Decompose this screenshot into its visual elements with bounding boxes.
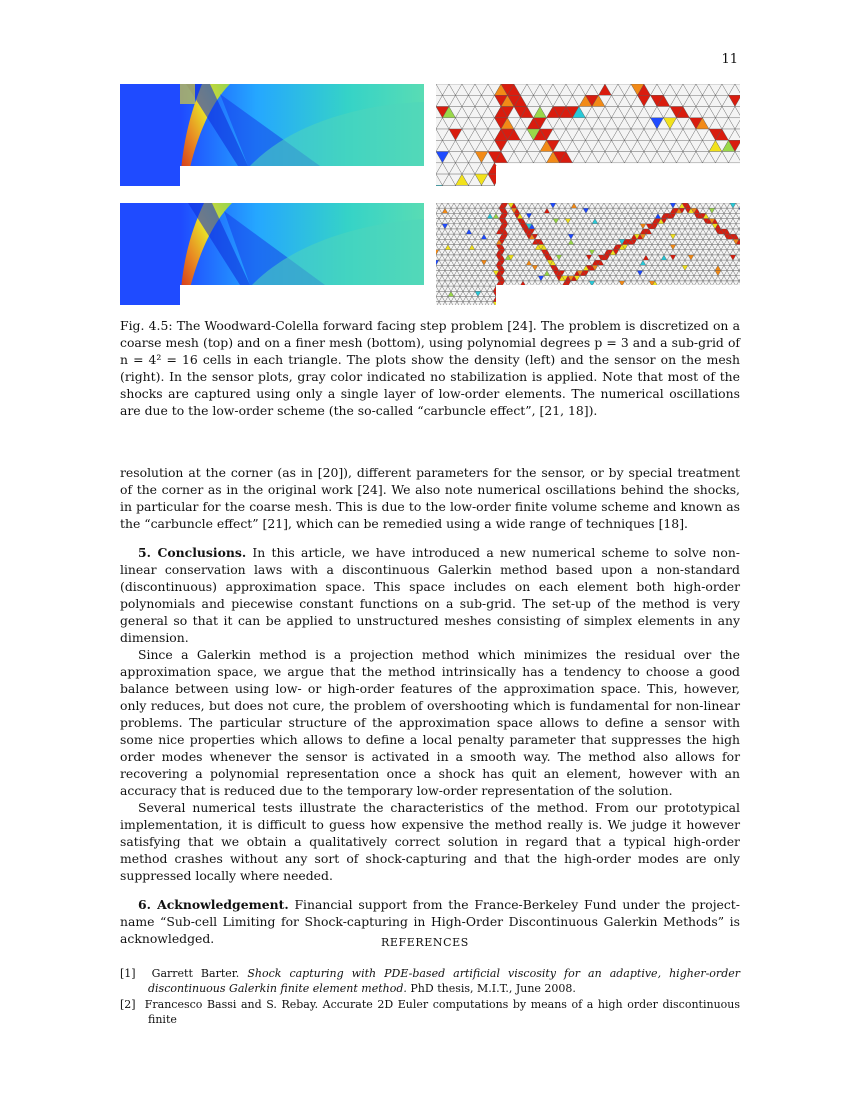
reference-number: [1] (120, 967, 136, 980)
mesh-cell (482, 185, 495, 186)
body-text (120, 464, 740, 947)
section-6-title: 6. Acknowledgement. (138, 897, 289, 912)
references-title: REFERENCES (381, 936, 469, 949)
reference-number: [2] (120, 998, 136, 1011)
mesh-cell (443, 185, 456, 186)
mesh-cell (469, 185, 482, 186)
figure-density-fine (120, 203, 424, 305)
figure-caption: Fig. 4.5: The Woodward-Colella forward facing step problem [24]. The problem is discretized on a coarse mesh (top) and on a finer mesh (bottom), using polynomial degrees p = 3 and a sub-grid of n = 4² = 16 cells in each triangle. The plots show the density (left) and the sensor on the mesh (right). In the sensor plots, gray color indicated no stabilization is applied. Note that most of the shocks are captured using only a single layer of low-order elements. The numerical oscillations are due to the low-order scheme (the so-called “carbuncle effect”, [21, 18]). (120, 318, 740, 418)
reference-item (120, 966, 740, 996)
section-5-title: 5. Conclusions. (138, 545, 247, 560)
page-number: 11 (721, 52, 738, 67)
reference-authors: Francesco Bassi and S. Rebay. (144, 998, 319, 1011)
mesh-cell (456, 185, 469, 186)
mesh-cell (436, 185, 443, 186)
figure-density-coarse (120, 84, 424, 186)
reference-item (120, 997, 740, 1027)
section-5-paragraph-3: Several numerical tests illustrate the characteristics of the method. From our prototypical implementation, it is difficult to guess how expensive the method really is. We judge it however satisfying that we obtain a qualitatively correct solution in regard that a typical high-order method crashes without any sort of shock-capturing and that the high-order modes are only suppressed locally where needed. (120, 800, 740, 883)
section-5-paragraph-2: Since a Galerkin method is a projection method which minimizes the residual over the approximation space, we argue that the method intrinsically has a tendency to choose a good balance between using low- or high-order features of the approximation space. This, however, only reduces, but does not cure, the problem of overshooting which is fundamental for non-linear problems. The particular structure of the approximation space allows to define a sensor with some nice properties which allows to define a local penalty parameter that suppresses the high order modes whenever the sensor is activated in a smooth way. The method also allows for recovering a polynomial representation once a shock has quit an element, however with an accuracy that is reduced due to the temporary low-order representation of the solution. (120, 647, 740, 798)
section-5-text-1: In this article, we have introduced a new numerical scheme to solve non-linear conservation laws with a discontinuous Galerkin method based upon a non-standard (discontinuous) approximation space. This space includes on each element both high-order polynomials and piecewise constant functions on a sub-grid. The set-up of the method is very general so that it can be applied to unstructured meshes consisting of simplex elements in any dimension. (120, 545, 740, 645)
reference-authors: Garrett Barter. (151, 967, 240, 980)
reference-rest: Accurate 2D Euler computations by means of a high order discontinuous finite (148, 998, 741, 1026)
section-5-paragraph-1 (120, 544, 740, 646)
figure-sensor-fine (436, 203, 740, 305)
figure-sensor-coarse (436, 84, 740, 186)
references-list (120, 966, 740, 1028)
paragraph-continuation: resolution at the corner (as in [20]), different parameters for the sensor, or by special treatment of the corner as in the original work [24]. We also note numerical oscillations behind the shocks, in particular for the coarse mesh. This is due to the low-order finite volume scheme and known as the “carbuncle effect” [21], which can be remedied using a wide range of techniques [18]. (120, 465, 740, 531)
section-6-text: Financial support from the France-Berkeley Fund under the project-name “Sub-cell Limiting for Shock-capturing in High-Order Discontinuous Galerkin Methods” is acknowledged. (120, 897, 740, 946)
reference-title: Shock capturing with PDE-based artificial viscosity for an adaptive, higher-order discontinuous Galerkin finite element method. (148, 967, 741, 995)
reference-rest: PhD thesis, M.I.T., June 2008. (410, 982, 576, 995)
